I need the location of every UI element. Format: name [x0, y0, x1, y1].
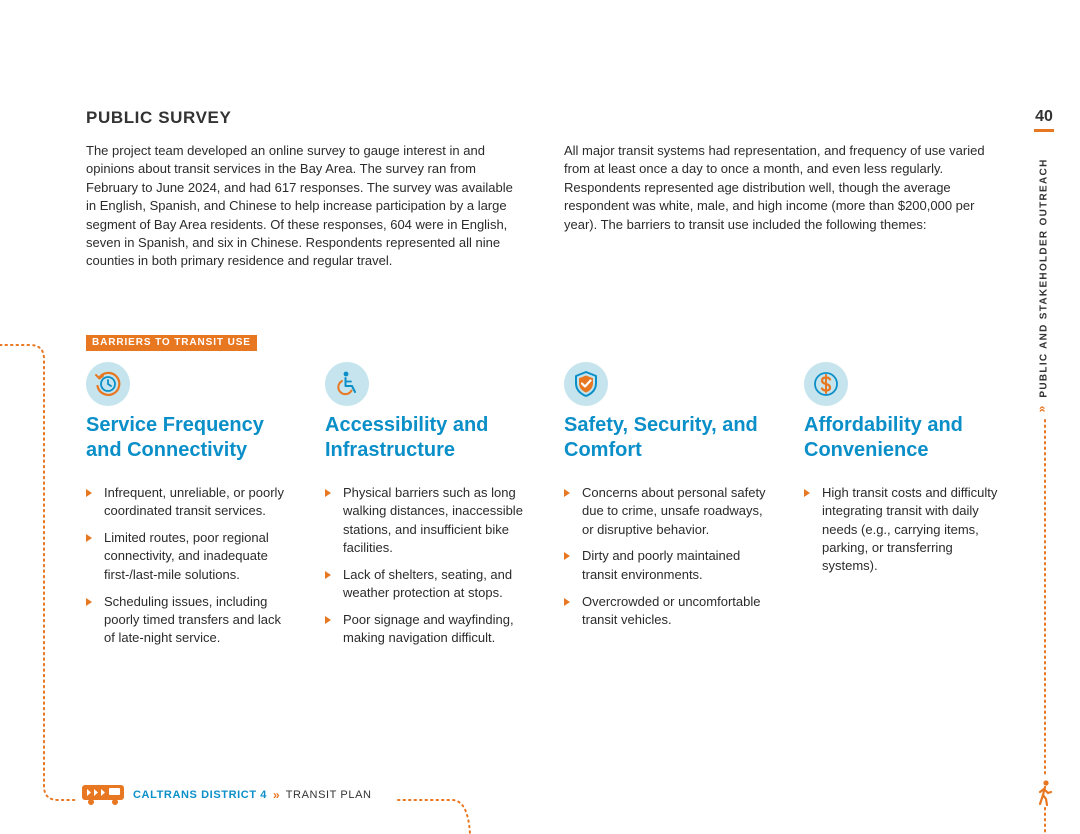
shield-icon-badge: [564, 362, 608, 406]
barrier-bullet: Physical barriers such as long walking distances, inaccessible stations, and insufficient bike facilities.: [325, 484, 530, 557]
barrier-bullet: Limited routes, poor regional connectivity, and inadequate first-/last-mile solutions.: [86, 529, 291, 584]
clock-icon-badge: [86, 362, 130, 406]
barrier-bullet: High transit costs and difficulty integrating transit with daily needs (e.g., carrying items, parking, or transferring systems).: [804, 484, 1009, 575]
footer: [81, 782, 372, 808]
barrier-column: [804, 362, 1009, 584]
chapter-label: PUBLIC AND STAKEHOLDER OUTREACH: [1038, 158, 1050, 398]
dollar-icon: [811, 369, 841, 399]
bullet-arrow-icon: [804, 489, 810, 497]
dollar-icon-badge: [804, 362, 848, 406]
wheelchair-icon: [332, 369, 362, 399]
barrier-bullet: Poor signage and wayfinding, making navigation difficult.: [325, 611, 530, 648]
barrier-column: [564, 362, 769, 638]
barrier-title: Affordability and Convenience: [804, 414, 963, 461]
bullet-arrow-icon: [86, 534, 92, 542]
barrier-bullet: Lack of shelters, seating, and weather protection at stops.: [325, 566, 530, 603]
bullet-arrow-icon: [325, 616, 331, 624]
barrier-bullet: Concerns about personal safety due to crime, unsafe roadways, or disruptive behavior.: [564, 484, 769, 539]
wheelchair-icon-badge: [325, 362, 369, 406]
bullet-arrow-icon: [564, 552, 570, 560]
barrier-bullet: Dirty and poorly maintained transit environments.: [564, 547, 769, 584]
intro-paragraph-left: The project team developed an online survey to gauge interest in and opinions about transit services in the Bay Area. The survey ran from February to June 2024, and had 617 responses. The survey was available in English, Spanish, and Chinese to help increase participation by a large segment of Bay Area residents. Of these responses, 604 were in English, seven in Spanish, and six in Chinese. Respondents represented all nine counties in both primary residence and regular travel.: [86, 143, 513, 269]
shield-check-icon: [571, 369, 601, 399]
barriers-tag: BARRIERS TO TRANSIT USE: [86, 335, 257, 351]
barrier-column: [325, 362, 530, 656]
barrier-title: Service Frequency and Connectivity: [86, 414, 264, 461]
bullet-arrow-icon: [325, 489, 331, 497]
bus-logo-icon: [81, 784, 127, 806]
barrier-bullet: Scheduling issues, including poorly timed transfers and lack of late-night service.: [86, 593, 291, 648]
barrier-title: Safety, Security, and Comfort: [564, 414, 758, 461]
section-title: PUBLIC SURVEY: [86, 108, 232, 127]
barrier-column: [86, 362, 291, 656]
page-number-underline: [1034, 129, 1054, 132]
barrier-bullet: Overcrowded or uncomfortable transit vehicles.: [564, 593, 769, 630]
footer-plan-label: TRANSIT PLAN: [285, 789, 372, 801]
bullet-arrow-icon: [86, 598, 92, 606]
footer-separator: »: [273, 788, 280, 802]
barrier-title: Accessibility and Infrastructure: [325, 414, 489, 461]
chapter-arrow: »: [1034, 405, 1049, 413]
barrier-bullet: Infrequent, unreliable, or poorly coordinated transit services.: [86, 484, 291, 521]
bullet-arrow-icon: [325, 571, 331, 579]
clock-icon: [93, 369, 123, 399]
footer-brand: CALTRANS DISTRICT 4: [133, 789, 268, 801]
bullet-arrow-icon: [564, 598, 570, 606]
intro-paragraph-right: All major transit systems had representation, and frequency of use varied from at least once a day to once a month, and even less regularly. Respondents represented age distribution well, though the average respondent was white, male, and high income (more than $200,000 per year). The barriers to transit use included the following themes:: [564, 143, 985, 232]
walking-person-icon: [1037, 780, 1053, 806]
page-number: 40: [1035, 108, 1053, 125]
bullet-arrow-icon: [86, 489, 92, 497]
bullet-arrow-icon: [564, 489, 570, 497]
